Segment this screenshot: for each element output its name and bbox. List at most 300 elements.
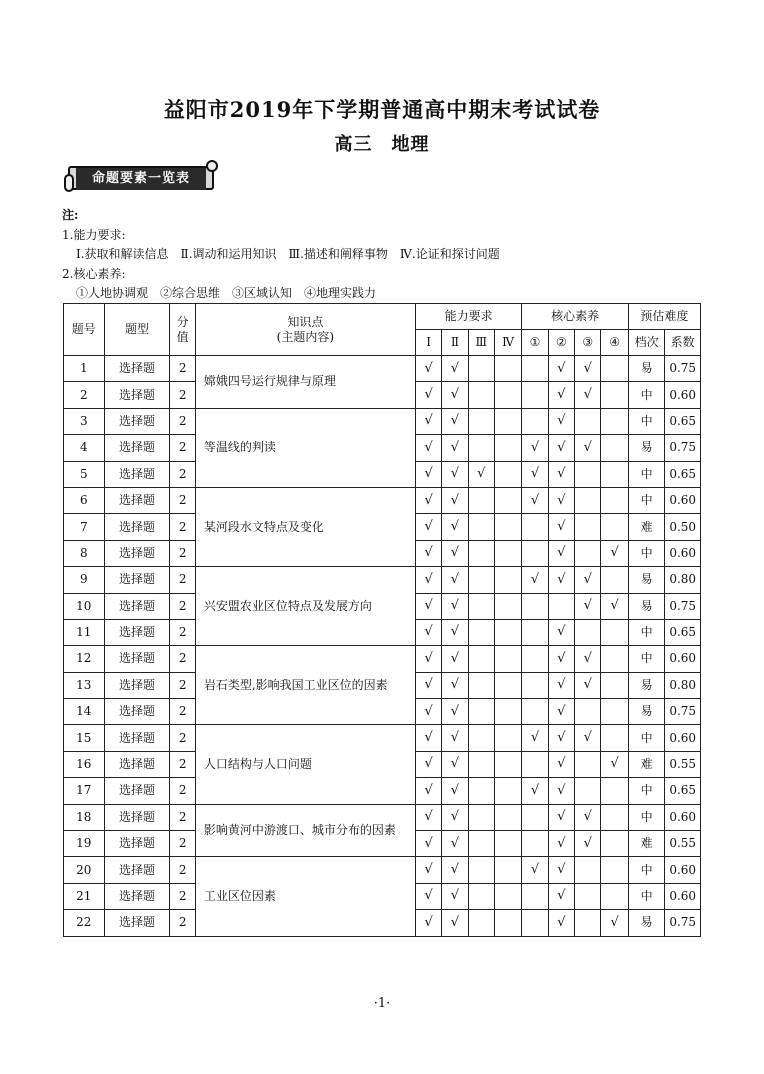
row-level: 易 [628, 593, 665, 619]
row-score: 2 [170, 408, 195, 434]
ability-check-cell [494, 883, 521, 909]
literacy-check-cell [522, 514, 548, 540]
literacy-check-cell: √ [548, 646, 574, 672]
literacy-check-cell: √ [522, 567, 548, 593]
row-coef: 0.75 [665, 435, 701, 461]
row-num: 20 [64, 857, 105, 883]
literacy-check-cell [601, 725, 628, 751]
header-level: 档次 [628, 330, 665, 356]
table-row [64, 567, 701, 593]
ability-check-cell [494, 382, 521, 408]
ability-check-cell [468, 382, 494, 408]
section-banner [62, 160, 218, 194]
row-type: 选择题 [104, 804, 170, 830]
ability-check-cell [494, 567, 521, 593]
literacy-check-cell: √ [601, 540, 628, 566]
ability-check-cell: √ [415, 382, 441, 408]
literacy-check-cell [522, 751, 548, 777]
literacy-check-cell [522, 831, 548, 857]
ability-check-cell [494, 408, 521, 434]
literacy-check-cell: √ [548, 435, 574, 461]
ability-check-cell [468, 646, 494, 672]
literacy-check-cell: √ [548, 672, 574, 698]
literacy-check-cell [601, 831, 628, 857]
row-num: 19 [64, 831, 105, 857]
literacy-check-cell: √ [548, 699, 574, 725]
ability-check-cell [468, 831, 494, 857]
row-type: 选择题 [104, 567, 170, 593]
literacy-check-cell: √ [575, 567, 601, 593]
ability-check-cell [494, 356, 521, 382]
header-ability-1: Ⅰ [415, 330, 441, 356]
row-num: 18 [64, 804, 105, 830]
header-difficulty: 预估难度 [628, 304, 700, 330]
row-score: 2 [170, 461, 195, 487]
literacy-check-cell [575, 461, 601, 487]
ability-check-cell [494, 672, 521, 698]
table-body [64, 356, 701, 937]
ability-check-cell: √ [415, 857, 441, 883]
row-type: 选择题 [104, 356, 170, 382]
literacy-check-cell: √ [548, 567, 574, 593]
literacy-check-cell: √ [575, 593, 601, 619]
literacy-check-cell: √ [575, 725, 601, 751]
ability-check-cell [494, 804, 521, 830]
header-ability-2: Ⅱ [442, 330, 468, 356]
literacy-check-cell: √ [548, 910, 574, 936]
ability-check-cell: √ [442, 725, 468, 751]
literacy-check-cell: √ [575, 356, 601, 382]
ability-check-cell: √ [415, 751, 441, 777]
row-type: 选择题 [104, 646, 170, 672]
row-score: 2 [170, 514, 195, 540]
banner-label: 命题要素一览表 [76, 168, 206, 190]
literacy-check-cell [575, 408, 601, 434]
header-ability-3: Ⅲ [468, 330, 494, 356]
row-level: 中 [628, 382, 665, 408]
ability-check-cell [494, 646, 521, 672]
row-num: 12 [64, 646, 105, 672]
row-score: 2 [170, 619, 195, 645]
row-score: 2 [170, 883, 195, 909]
ability-check-cell [468, 435, 494, 461]
row-num: 17 [64, 778, 105, 804]
ability-check-cell: √ [442, 883, 468, 909]
literacy-check-cell [601, 619, 628, 645]
literacy-check-cell: √ [548, 540, 574, 566]
row-topic: 某河段水文特点及变化 [195, 487, 415, 566]
row-level: 中 [628, 646, 665, 672]
ability-title: 1.能力要求: [62, 227, 126, 242]
row-score: 2 [170, 910, 195, 936]
row-coef: 0.65 [665, 461, 701, 487]
ability-check-cell [468, 910, 494, 936]
row-level: 难 [628, 751, 665, 777]
ability-check-cell: √ [442, 567, 468, 593]
literacy-check-cell [601, 699, 628, 725]
row-coef: 0.60 [665, 646, 701, 672]
ability-check-cell: √ [442, 408, 468, 434]
literacy-check-cell [522, 540, 548, 566]
row-topic: 岩石类型,影响我国工业区位的因素 [195, 646, 415, 725]
row-score: 2 [170, 778, 195, 804]
row-level: 中 [628, 487, 665, 513]
row-topic: 人口结构与人口问题 [195, 725, 415, 804]
literacy-check-cell: √ [548, 487, 574, 513]
row-coef: 0.75 [665, 593, 701, 619]
row-level: 难 [628, 514, 665, 540]
header-score: 分值 [170, 304, 195, 356]
ability-check-cell: √ [442, 699, 468, 725]
row-score: 2 [170, 382, 195, 408]
literacy-check-cell [575, 487, 601, 513]
literacy-check-cell [575, 699, 601, 725]
row-level: 难 [628, 831, 665, 857]
row-type: 选择题 [104, 831, 170, 857]
ability-check-cell [468, 514, 494, 540]
ability-check-cell: √ [415, 699, 441, 725]
ability-check-cell [468, 778, 494, 804]
literacy-check-cell [575, 857, 601, 883]
literacy-check-cell [522, 883, 548, 909]
literacy-check-cell: √ [548, 461, 574, 487]
row-coef: 0.75 [665, 699, 701, 725]
literacy-check-cell: √ [601, 751, 628, 777]
ability-check-cell: √ [415, 540, 441, 566]
literacy-check-cell: √ [548, 725, 574, 751]
row-coef: 0.60 [665, 804, 701, 830]
row-num: 1 [64, 356, 105, 382]
ability-check-cell: √ [442, 910, 468, 936]
row-score: 2 [170, 804, 195, 830]
literacy-check-cell [601, 883, 628, 909]
header-literacy-3: ③ [575, 330, 601, 356]
row-score: 2 [170, 435, 195, 461]
literacy-check-cell: √ [548, 382, 574, 408]
row-level: 中 [628, 883, 665, 909]
ability-check-cell [468, 356, 494, 382]
ability-check-cell [494, 857, 521, 883]
literacy-check-cell [601, 804, 628, 830]
ability-check-cell: √ [442, 831, 468, 857]
literacy-check-cell: √ [575, 672, 601, 698]
row-coef: 0.80 [665, 567, 701, 593]
row-num: 5 [64, 461, 105, 487]
ability-check-cell: √ [468, 461, 494, 487]
header-coef: 系数 [665, 330, 701, 356]
row-level: 中 [628, 408, 665, 434]
row-type: 选择题 [104, 910, 170, 936]
row-type: 选择题 [104, 725, 170, 751]
ability-check-cell [494, 778, 521, 804]
row-score: 2 [170, 725, 195, 751]
literacy-check-cell: √ [575, 435, 601, 461]
literacy-check-cell [522, 408, 548, 434]
row-type: 选择题 [104, 699, 170, 725]
row-score: 2 [170, 857, 195, 883]
row-topic: 兴安盟农业区位特点及发展方向 [195, 567, 415, 646]
header-literacy-4: ④ [601, 330, 628, 356]
literacy-check-cell [575, 778, 601, 804]
row-coef: 0.75 [665, 910, 701, 936]
literacy-check-cell [601, 382, 628, 408]
row-num: 10 [64, 593, 105, 619]
literacy-check-cell [575, 910, 601, 936]
row-score: 2 [170, 672, 195, 698]
row-topic: 等温线的判读 [195, 408, 415, 487]
ability-check-cell: √ [415, 619, 441, 645]
ability-check-cell: √ [442, 646, 468, 672]
literacy-check-cell [575, 514, 601, 540]
header-knowledge-sub: (主题内容) [276, 329, 335, 344]
literacy-check-cell: √ [522, 857, 548, 883]
header-literacy-1: ① [522, 330, 548, 356]
literacy-check-cell: √ [548, 751, 574, 777]
literacy-check-cell: √ [601, 910, 628, 936]
ability-check-cell [468, 857, 494, 883]
ability-check-cell: √ [415, 514, 441, 540]
row-level: 易 [628, 910, 665, 936]
literacy-check-cell [575, 619, 601, 645]
literacy-check-cell: √ [575, 804, 601, 830]
ability-check-cell [468, 699, 494, 725]
ability-check-cell [494, 619, 521, 645]
header-literacy: 核心素养 [522, 304, 628, 330]
page-title: 益阳市2019年下学期普通高中期末考试试卷 [163, 97, 601, 122]
row-type: 选择题 [104, 619, 170, 645]
literacy-items: ①人地协调观 ②综合思维 ③区域认知 ④地理实践力 [76, 286, 377, 300]
literacy-check-cell: √ [548, 857, 574, 883]
header-ability-4: Ⅳ [494, 330, 521, 356]
literacy-check-cell [601, 435, 628, 461]
ability-check-cell [494, 725, 521, 751]
row-type: 选择题 [104, 672, 170, 698]
literacy-check-cell: √ [548, 514, 574, 540]
row-level: 中 [628, 778, 665, 804]
literacy-check-cell: √ [548, 804, 574, 830]
row-type: 选择题 [104, 461, 170, 487]
row-score: 2 [170, 487, 195, 513]
literacy-check-cell: √ [522, 461, 548, 487]
ability-check-cell: √ [415, 593, 441, 619]
ability-check-cell [494, 699, 521, 725]
header-type: 题型 [104, 304, 170, 356]
ability-check-cell: √ [415, 883, 441, 909]
ability-check-cell: √ [415, 487, 441, 513]
row-level: 易 [628, 672, 665, 698]
row-num: 14 [64, 699, 105, 725]
row-level: 易 [628, 699, 665, 725]
ability-check-cell: √ [442, 857, 468, 883]
ability-check-cell [468, 487, 494, 513]
header-knowledge-main: 知识点 [287, 314, 324, 329]
row-type: 选择题 [104, 883, 170, 909]
row-type: 选择题 [104, 751, 170, 777]
row-num: 22 [64, 910, 105, 936]
literacy-check-cell: √ [575, 831, 601, 857]
ability-items: Ⅰ.获取和解读信息 Ⅱ.调动和运用知识 Ⅲ.描述和阐释事物 Ⅳ.论证和探讨问题 [76, 247, 500, 261]
row-coef: 0.60 [665, 487, 701, 513]
row-type: 选择题 [104, 382, 170, 408]
page-number: ·1· [373, 996, 391, 1011]
row-num: 16 [64, 751, 105, 777]
row-num: 21 [64, 883, 105, 909]
ability-check-cell: √ [415, 356, 441, 382]
row-coef: 0.65 [665, 619, 701, 645]
ability-check-cell: √ [442, 751, 468, 777]
table-row [64, 804, 701, 830]
literacy-check-cell: √ [575, 382, 601, 408]
ability-check-cell: √ [415, 804, 441, 830]
literacy-check-cell [522, 910, 548, 936]
literacy-check-cell [575, 883, 601, 909]
header-literacy-2: ② [548, 330, 574, 356]
ability-check-cell: √ [442, 804, 468, 830]
literacy-check-cell [601, 646, 628, 672]
ability-check-cell: √ [442, 778, 468, 804]
literacy-check-cell [601, 857, 628, 883]
literacy-check-cell [575, 540, 601, 566]
literacy-check-cell: √ [548, 356, 574, 382]
ability-check-cell [494, 593, 521, 619]
row-num: 4 [64, 435, 105, 461]
ability-check-cell [468, 619, 494, 645]
row-level: 易 [628, 567, 665, 593]
row-level: 易 [628, 356, 665, 382]
row-num: 6 [64, 487, 105, 513]
row-score: 2 [170, 593, 195, 619]
row-num: 3 [64, 408, 105, 434]
ability-check-cell: √ [442, 540, 468, 566]
ability-check-cell: √ [415, 461, 441, 487]
row-num: 15 [64, 725, 105, 751]
row-type: 选择题 [104, 514, 170, 540]
ability-check-cell [468, 567, 494, 593]
requirements-table [63, 303, 701, 937]
literacy-check-cell [522, 619, 548, 645]
ability-check-cell: √ [415, 408, 441, 434]
literacy-check-cell [601, 514, 628, 540]
row-score: 2 [170, 699, 195, 725]
literacy-check-cell [601, 487, 628, 513]
row-coef: 0.60 [665, 725, 701, 751]
row-coef: 0.50 [665, 514, 701, 540]
ability-check-cell: √ [442, 672, 468, 698]
literacy-check-cell: √ [522, 487, 548, 513]
notes-label: 注: [62, 208, 79, 222]
row-coef: 0.60 [665, 540, 701, 566]
row-level: 易 [628, 435, 665, 461]
row-num: 9 [64, 567, 105, 593]
ability-check-cell: √ [442, 514, 468, 540]
banner-curl-left [64, 174, 74, 192]
literacy-check-cell: √ [601, 593, 628, 619]
literacy-check-cell [522, 699, 548, 725]
row-type: 选择题 [104, 487, 170, 513]
ability-check-cell [494, 540, 521, 566]
row-score: 2 [170, 356, 195, 382]
literacy-check-cell [522, 804, 548, 830]
row-topic: 工业区位因素 [195, 857, 415, 936]
ability-check-cell: √ [415, 567, 441, 593]
literacy-check-cell [522, 646, 548, 672]
row-num: 8 [64, 540, 105, 566]
header-row-1 [64, 304, 701, 330]
ability-check-cell [468, 883, 494, 909]
row-coef: 0.65 [665, 408, 701, 434]
literacy-check-cell: √ [575, 646, 601, 672]
ability-check-cell: √ [442, 382, 468, 408]
row-coef: 0.65 [665, 778, 701, 804]
row-num: 2 [64, 382, 105, 408]
literacy-check-cell [522, 672, 548, 698]
ability-check-cell: √ [442, 487, 468, 513]
row-coef: 0.75 [665, 356, 701, 382]
row-topic: 嫦娥四号运行规律与原理 [195, 356, 415, 409]
ability-check-cell [468, 593, 494, 619]
literacy-check-cell [601, 778, 628, 804]
row-type: 选择题 [104, 435, 170, 461]
literacy-check-cell [601, 461, 628, 487]
header-ability: 能力要求 [415, 304, 521, 330]
page-subtitle: 高三 地理 [334, 134, 430, 155]
row-score: 2 [170, 751, 195, 777]
row-level: 中 [628, 619, 665, 645]
literacy-check-cell: √ [548, 408, 574, 434]
literacy-check-cell: √ [548, 883, 574, 909]
row-score: 2 [170, 831, 195, 857]
notes-section [62, 206, 500, 304]
literacy-check-cell: √ [548, 778, 574, 804]
ability-check-cell: √ [442, 461, 468, 487]
literacy-check-cell: √ [548, 831, 574, 857]
ability-check-cell [468, 751, 494, 777]
row-coef: 0.60 [665, 857, 701, 883]
literacy-check-cell [601, 567, 628, 593]
literacy-check-cell [601, 672, 628, 698]
ability-check-cell [494, 487, 521, 513]
table-row [64, 646, 701, 672]
row-coef: 0.80 [665, 672, 701, 698]
ability-check-cell: √ [442, 619, 468, 645]
row-coef: 0.60 [665, 382, 701, 408]
ability-check-cell: √ [442, 593, 468, 619]
row-type: 选择题 [104, 778, 170, 804]
row-num: 13 [64, 672, 105, 698]
ability-check-cell: √ [415, 725, 441, 751]
ability-check-cell [494, 435, 521, 461]
ability-check-cell: √ [415, 672, 441, 698]
ability-check-cell [468, 540, 494, 566]
row-topic: 影响黄河中游渡口、城市分布的因素 [195, 804, 415, 857]
literacy-check-cell: √ [522, 725, 548, 751]
ability-check-cell: √ [442, 356, 468, 382]
row-level: 中 [628, 804, 665, 830]
row-score: 2 [170, 540, 195, 566]
row-score: 2 [170, 646, 195, 672]
row-level: 中 [628, 540, 665, 566]
ability-check-cell [468, 408, 494, 434]
row-level: 中 [628, 857, 665, 883]
literacy-check-cell [522, 356, 548, 382]
literacy-check-cell [575, 751, 601, 777]
ability-check-cell: √ [415, 435, 441, 461]
row-level: 中 [628, 725, 665, 751]
table-row [64, 356, 701, 382]
literacy-check-cell [522, 382, 548, 408]
ability-check-cell [494, 831, 521, 857]
literacy-check-cell: √ [522, 778, 548, 804]
